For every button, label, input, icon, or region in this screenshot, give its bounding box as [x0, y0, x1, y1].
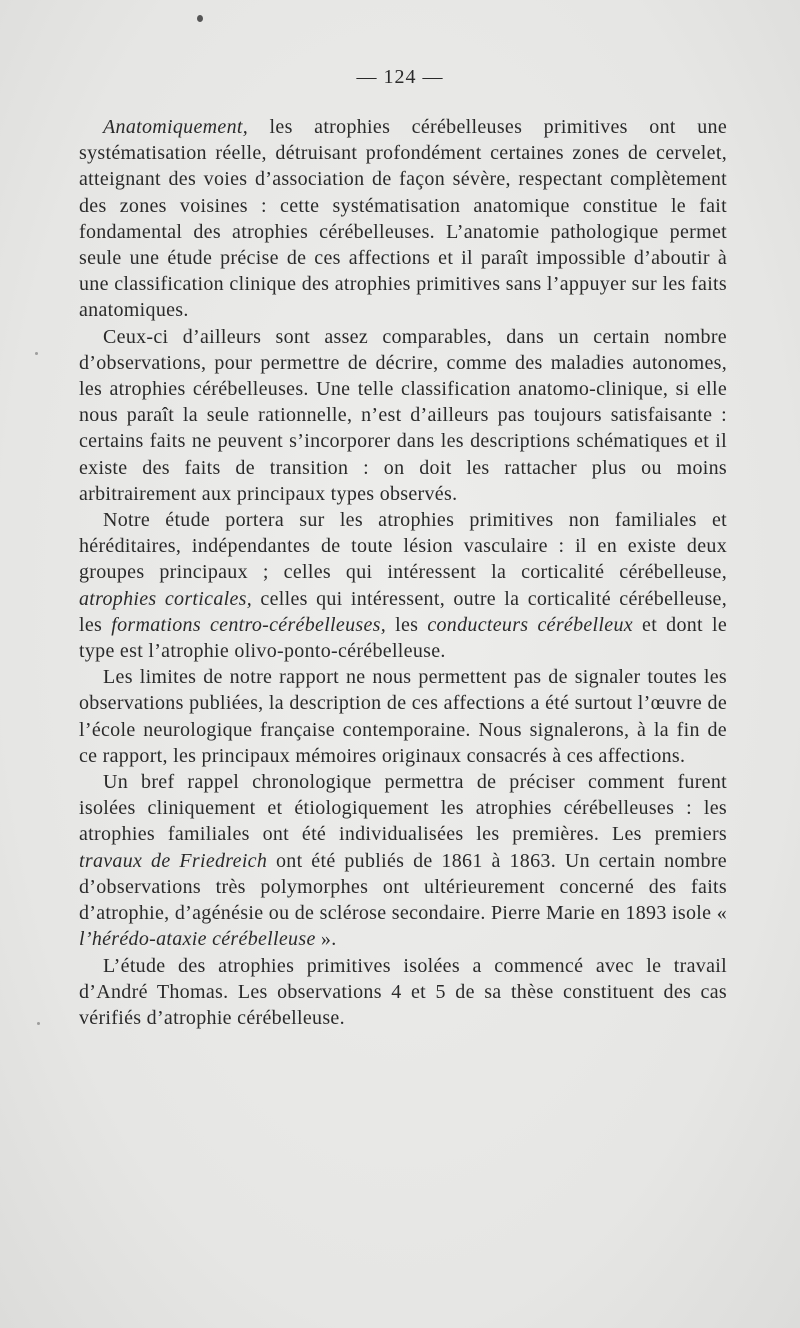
text-run: Un bref rappel chronologique permettra de préciser comment furent isolées cliniquement et étiologiquement les atrophies cérébelleuses : les atrophies familiales ont été individualisées les premières. Les premiers: [79, 771, 727, 846]
text-run: Ceux-ci d’ailleurs sont assez comparables, dans un certain nombre d’observations, pour permettre de décrire, comme des maladies autonomes, les atrophies cérébelleuses. Une telle classification anatomo-clinique, si elle nous paraît la seule rationnelle, n’est d’ailleurs pas toujours satisfaisante : certains faits ne peuvent s’incorporer dans les descriptions schématiques et il existe des faits de transition : on doit les rattacher plus ou moins arbitrairement aux principaux types observés.: [79, 325, 727, 505]
italic-phrase: travaux de Friedreich: [79, 849, 268, 872]
paragraph: [79, 507, 727, 664]
text-run: ».: [315, 928, 337, 951]
text-run: les atrophies cérébelleuses primitives ont une systématisation réelle, détruisant profondément certaines zones de cervelet, atteignant des voies d’association de façon sévère, respectant complètement des zones voisines : cette systématisation anatomique constitue le fait fondamental des atrophies cérébelleuses. L’anatomie pathologique permet seule une étude précise de ces affections et il paraît impossible d’aboutir à une classification clinique des atrophies primitives sans l’appuyer sur les faits anatomiques.: [79, 116, 727, 322]
italic-phrase: conducteurs cérébelleux: [427, 613, 633, 636]
text-run: ont été publiés de 1861 à 1863. Un certain nombre d’observations très polymorphes ont ultérieurement concerné des faits d’atrophie, d’agénésie ou de sclérose secondaire. Pierre Marie en 1893 isole «: [79, 849, 727, 925]
body-text: [79, 114, 727, 1031]
text-run: les: [386, 613, 428, 636]
paragraph: [79, 114, 727, 324]
ink-speck: [197, 15, 203, 22]
italic-phrase: Anatomiquement,: [103, 116, 249, 138]
italic-phrase: l’hérédo-ataxie cérébelleuse: [79, 928, 316, 951]
ink-speck: [37, 1022, 40, 1025]
ink-speck: [35, 352, 38, 355]
italic-phrase: formations centro-cérébelleuses,: [111, 613, 387, 636]
paragraph: [79, 664, 727, 769]
text-run: celles qui intéressent, outre la corticalité cérébelleuse, les: [79, 587, 728, 636]
page-number: — 124 —: [356, 66, 444, 88]
text-run: et dont le type est l’atrophie olivo-ponto-cérébelleuse.: [79, 613, 728, 663]
text-run: Les limites de notre rapport ne nous permettent pas de signaler toutes les observations publiées, la description de ces affections a été surtout l’œuvre de l’école neurologique française contemporaine. Nous signalerons, à la fin de ce rapport, les principaux mémoires originaux consacrés à ces affections.: [79, 666, 727, 767]
paragraph: [79, 324, 727, 507]
text-run: L’étude des atrophies primitives isolées a commencé avec le travail d’André Thomas. Les observations 4 et 5 de sa thèse constituent des cas vérifiés d’atrophie cérébelleuse.: [79, 954, 727, 1029]
italic-phrase: atrophies corticales,: [79, 587, 253, 610]
text-run: Notre étude portera sur les atrophies primitives non familiales et héréditaires, indépendantes de toute lésion vasculaire : il en existe deux groupes principaux ; celles qui intéressent la corticalité cérébelleuse,: [79, 509, 727, 584]
paragraph: [79, 769, 727, 952]
paragraph: [79, 953, 727, 1032]
